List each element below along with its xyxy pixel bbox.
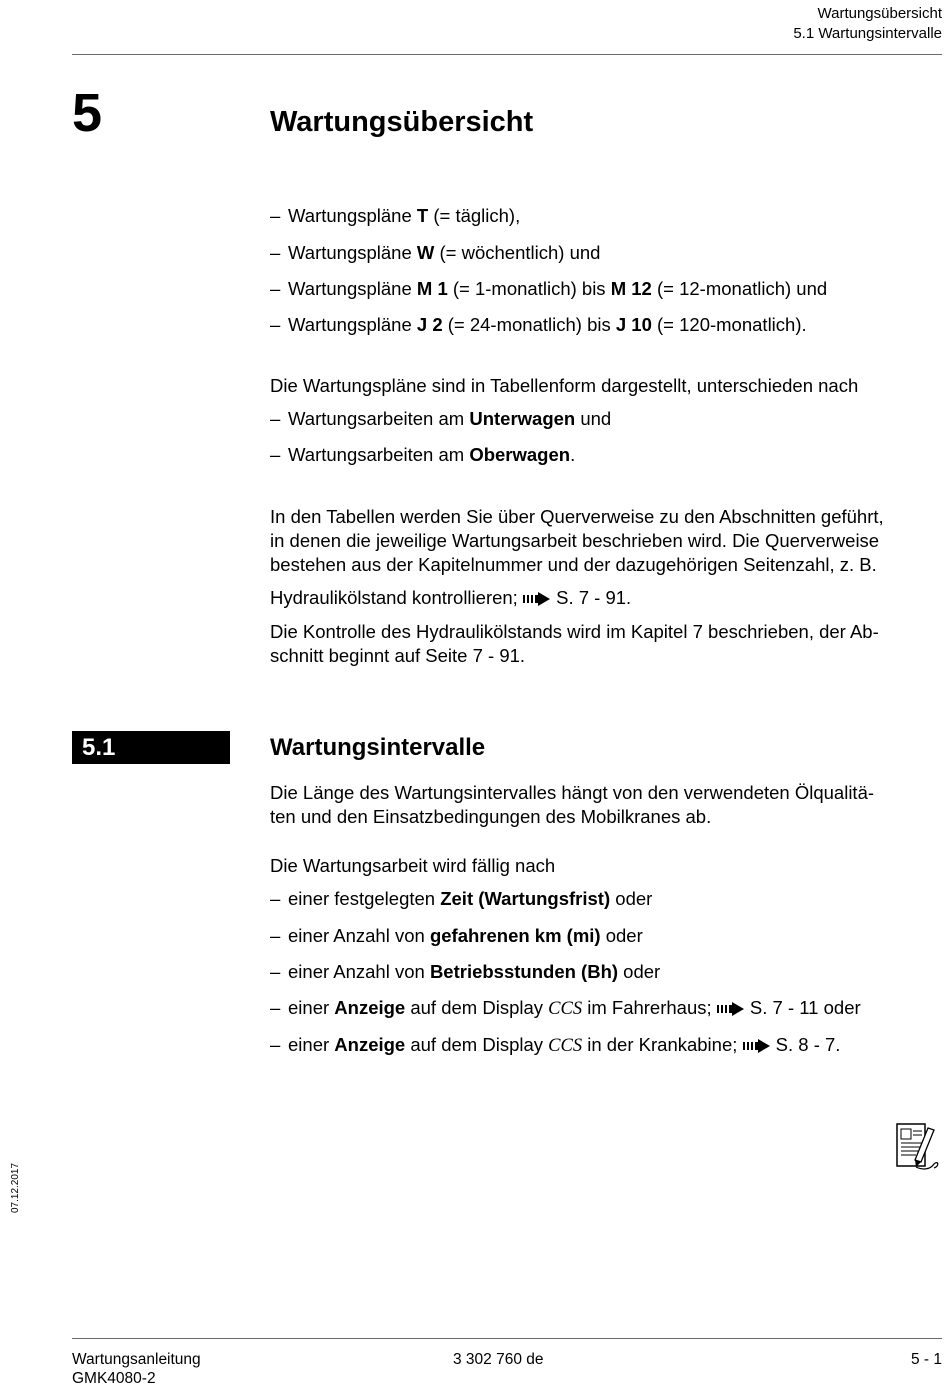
footer-model: GMK4080-2 [72,1370,156,1387]
running-header-section: 5.1 Wartungsintervalle [793,25,942,42]
tables-intro: Die Wartungspläne sind in Tabellenform dargestellt, unterschieden nach [270,375,859,396]
section-number: 5.1 [82,734,116,761]
interval-line: ten und den Einsatzbedingungen des Mobilkranes ab. [270,806,712,827]
side-date: 07.12.2017 [10,1162,21,1213]
footer-doc-number: 3 302 760 de [453,1351,544,1368]
list-item: – Wartungspläne M 1 (= 1-monatlich) bis M 12 (= 12-monatlich) und [270,278,828,299]
cross-ref-line: in denen die jeweilige Wartungsarbeit beschrieben wird. Die Querverweise [270,530,880,551]
footer-doc-title: Wartungsanleitung [72,1351,201,1368]
footer-page-number: 5 - 1 [910,1351,942,1368]
cross-ref-line: In den Tabellen werden Sie über Querverweise zu den Abschnitten geführt, [270,506,884,527]
due-intro: Die Wartungsarbeit wird fällig nach [270,855,556,876]
list-item: – Wartungsarbeiten am Oberwagen. [270,444,576,465]
list-item: – Wartungspläne T (= täglich), [270,205,521,226]
section-title: Wartungsintervalle [270,734,486,761]
cross-ref-line: bestehen aus der Kapitelnummer und der dazugehörigen Seitenzahl, z. B. [270,554,877,575]
list-item: – Wartungspläne J 2 (= 24-monatlich) bis J 10 (= 120-monatlich). [270,314,807,335]
list-item: – einer festgelegten Zeit (Wartungsfrist) oder [270,888,653,909]
list-item: – Wartungspläne W (= wöchentlich) und [270,242,601,263]
arrow-right-icon [717,1002,745,1016]
running-header-chapter: Wartungsübersicht [817,5,942,22]
list-item: – Wartungsarbeiten am Unterwagen und [270,408,612,429]
example-ref-link[interactable]: S. 7 - 91. [556,587,632,608]
list-item: – einer Anzahl von Betriebsstunden (Bh) oder [270,961,661,982]
header-rule [72,54,942,55]
list-item: – einer Anzeige auf dem Display CCS im Fahrerhaus; S. 7 - 11 oder [270,997,861,1019]
manual-document-icon [894,1122,942,1172]
ref-link[interactable]: S. 7 - 11 oder [749,997,861,1018]
control-line: schnitt beginnt auf Seite 7 - 91. [270,645,526,666]
footer-rule [72,1338,942,1339]
interval-line: Die Länge des Wartungsintervalles hängt von den verwendeten Ölqualitä- [270,782,875,803]
list-item: – einer Anzahl von gefahrenen km (mi) oder [270,925,643,946]
list-item: – einer Anzeige auf dem Display CCS in der Krankabine; S. 8 - 7. [270,1034,841,1056]
example-reference: Hydraulikölstand kontrollieren; S. 7 - 91. [270,587,632,608]
arrow-right-icon [743,1039,771,1053]
ref-link[interactable]: S. 8 - 7. [775,1034,841,1055]
chapter-number: 5 [72,83,103,143]
chapter-title: Wartungsübersicht [270,106,534,138]
control-line: Die Kontrolle des Hydraulikölstands wird im Kapitel 7 beschrieben, der Ab- [270,621,879,642]
arrow-right-icon [523,592,551,606]
